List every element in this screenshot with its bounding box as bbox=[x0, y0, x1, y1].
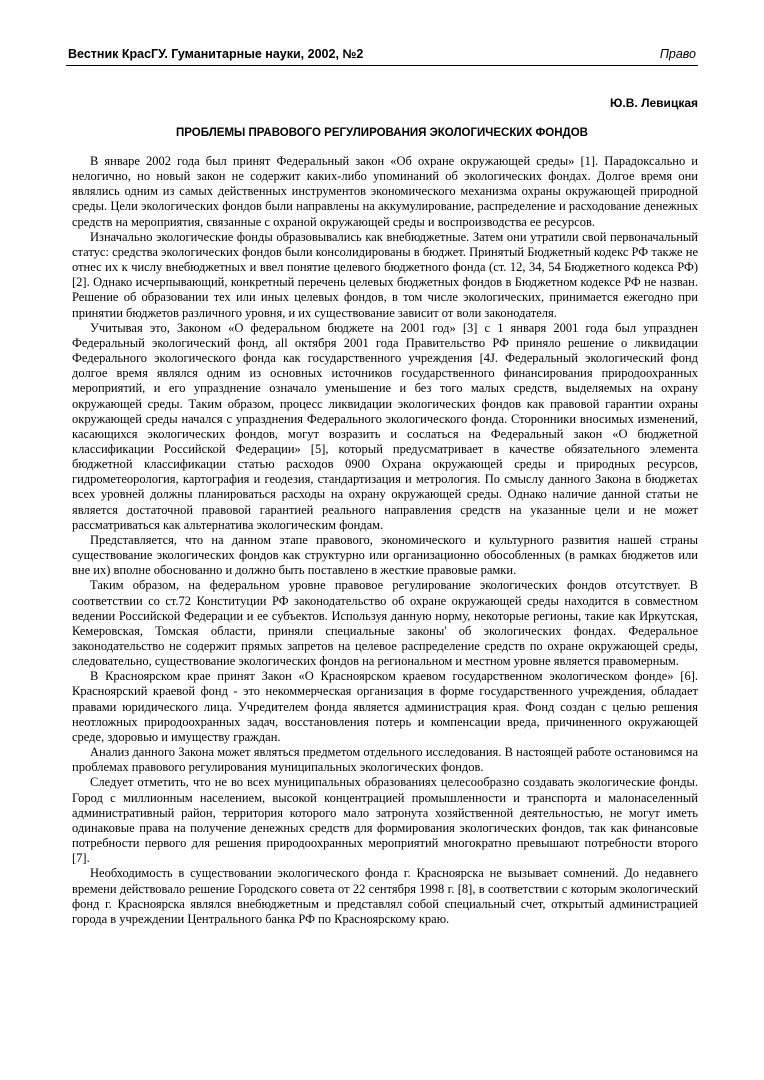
paragraph-7: Анализ данного Закона может являться предметом отдельного исследования. В настоящей работе остановимся на проблемах правового регулирования муниципальных экологических фондов. bbox=[72, 745, 698, 775]
running-header bbox=[66, 47, 698, 66]
paragraph-2: Изначально экологические фонды образовывались как внебюджетные. Затем они утратили свой первоначальный статус: средства экологических фондов были консолидированы в бюджет. Принятый Бюджетный кодекс РФ также не отнес их к числу внебюджетных и ввел понятие целевого бюджетного фонда (ст. 12, 34, 54 Бюджетного кодекса РФ) [2]. Однако исчерпывающий, конкретный перечень целевых бюджетных фондов в Бюджетном кодексе РФ не назван. Решение об образовании тех или иных целевых фондов, в том числе экологических, принимается ежегодно при принятии бюджетов различного уровня, и их существование зависит от воли законодателя. bbox=[72, 229, 698, 320]
author-name: Ю.В. Левицкая bbox=[610, 96, 698, 110]
paragraph-1: В январе 2002 года был принят Федеральный закон «Об охране окружающей среды» [1]. Парадоксально и нелогично, но новый закон не содержит каких-либо упоминаний об экологических фондах. Долгое время они являлись одним из самых действенных инструментов экономического механизма охраны окружающей природной среды. Цели экологических фондов были направлены на аккумулирование, распределение и расходование денежных средств на мероприятия, связанные с охраной окружающей среды и воспроизводства ее ресурсов. bbox=[72, 154, 698, 229]
article-title: ПРОБЛЕМЫ ПРАВОВОГО РЕГУЛИРОВАНИЯ ЭКОЛОГИЧЕСКИХ ФОНДОВ bbox=[176, 127, 588, 139]
paragraph-6: В Красноярском крае принят Закон «О Красноярском краевом государственном экологическом фонде» [6]. Красноярский краевой фонд - это некоммерческая организация в форме государственного учреждения, обладает правами юридического лица. Учредителем фонда является администрация края. Фонд создан с целью решения неотложных природоохранных задач, восстановления потерь и компенсации вреда, причиненного окружающей среде, здоровью и имуществу граждан. bbox=[72, 669, 698, 744]
paragraph-5: Таким образом, на федеральном уровне правовое регулирование экологических фондов отсутствует. В соответствии со ст.72 Конституции РФ законодательство об охране окружающей среды находится в совместном ведении Российской Федерации и ее субъектов. Используя данную норму, некоторые регионы, такие как Иркутская, Кемеровская, Томская области, приняли специальные законы' об экологических фондах. Федеральное законодательство не содержит прямых запретов на целевое распределение средств по охране окружающей среды, следовательно, существование экологических фондов на региональном и местном уровне является правомерным. bbox=[72, 578, 698, 669]
paragraph-9: Необходимость в существовании экологического фонда г. Красноярска не вызывает сомнений. До недавнего времени действовало решение Городского совета от 22 сентября 1998 г. [8], в соответствии с которым экологический фонд г. Красноярска являлся внебюджетным и представлял собой специальный счет, открытый администрацией города в учреждении Центрального банка РФ по Красноярскому краю. bbox=[72, 866, 698, 926]
journal-title: Вестник КрасГУ. Гуманитарные науки, 2002, №2 bbox=[68, 47, 364, 61]
paragraph-4: Представляется, что на данном этапе правового, экономического и культурного развития нашей страны существование экологических фондов как структурно или организационно обособленных (в рамках бюджетов или вне их) вполне обоснованно и должно быть поставлено в жесткие правовые рамки. bbox=[72, 532, 698, 578]
section-name: Право bbox=[659, 47, 696, 61]
paragraph-3: Учитывая это, Законом «О федеральном бюджете на 2001 год» [3] с 1 января 2001 года был упразднен Федеральный экологический фонд, all октября 2001 года Правительство РФ приняло решение о ликвидации Федерального экологического фонда как государственного учреждения [4J. Федеральный экологический фонд долгое время являлся одним из основных источников государственного финансирования природоохранных мероприятий, и его упразднение означало уменьшение и без того малых средств, выделяемых на охрану окружающей среды. Таким образом, процесс ликвидации экологических фондов как правовой гарантии охраны окружающей среды начался с упразднения Федерального экологического фонда. Сторонники вносимых изменений, касающихся экологических фондов, могут возразить и сослаться на Федеральный закон «О бюджетной классификации Российской Федерации» [5], который предусматривает в качестве обязательного элемента бюджетной классификации статью расходов 0900 Охрана окружающей среды и природных ресурсов, гидрометеорология, картография и геодезия, стандартизация и метрология. По смыслу данного Закона в бюджетах всех уровней должны планироваться расходы на охрану окружающей среды. Однако наличие данной статьи не является достаточной правовой гарантией реального направления средств на указанные цели и не может рассматриваться как альтернатива экологическим фондам. bbox=[72, 320, 698, 532]
paragraph-8: Следует отметить, что не во всех муниципальных образованиях целесообразно создавать экологические фонды. Город с миллионным населением, высокой концентрацией промышленности и транспорта и малонаселенный административный район, территория которого мало затронута хозяйственной деятельностью, не могут иметь одинаковые права на получение денежных средств для формирования экологических фондов, так как финансовые потребности первого для решения природоохранных мероприятий многократно превышают потребности второго [7]. bbox=[72, 775, 698, 866]
article-body bbox=[72, 154, 698, 927]
